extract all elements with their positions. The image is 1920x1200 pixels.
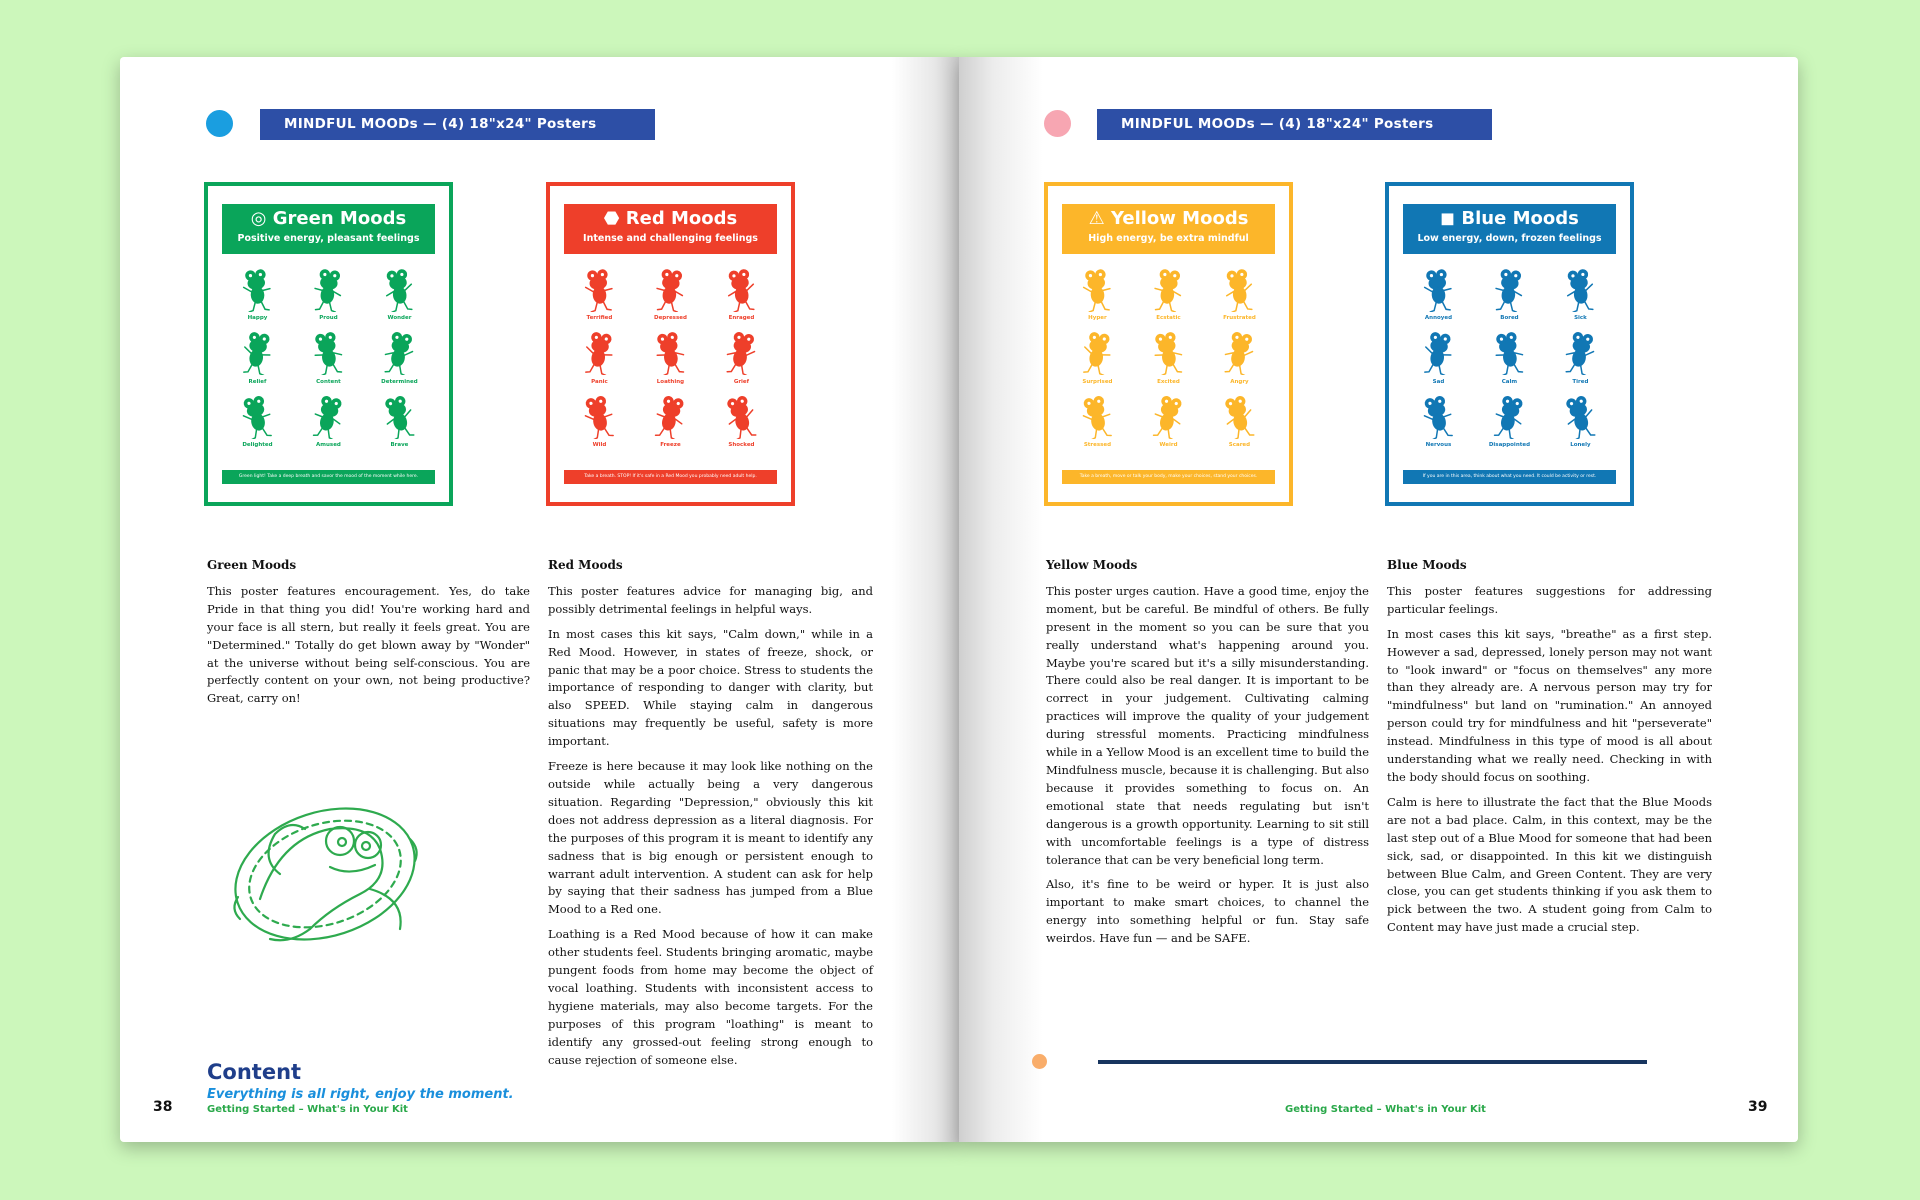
mood-label: Wild (592, 441, 607, 448)
blocks-icon: ◼ (1440, 208, 1462, 229)
mood-cell (1133, 391, 1204, 454)
mood-label: Nervous (1425, 441, 1452, 448)
paragraph: This poster features encouragement. Yes, do take Pride in that thing you did! You're working hard and your face is all stern, but really it feels great. You are "Determined." Totally do get blown away by "Wonder" at the universe without being self-conscious. You are perfectly content on your own, not being productive? Great, carry on! (207, 583, 530, 706)
paragraph: This poster features suggestions for addressing particular feelings. (1387, 583, 1712, 616)
green-moods-poster (204, 182, 453, 506)
frog-figure-icon (1492, 268, 1526, 312)
mood-cell (635, 391, 706, 454)
mood-cell (293, 264, 364, 327)
section-heading: Yellow Moods (1046, 558, 1138, 572)
right-page (959, 57, 1798, 1142)
mood-label: Grief (733, 378, 750, 385)
mood-label: Wonder (387, 315, 412, 322)
paragraph: In most cases this kit says, "Calm down," while in a Red Mood. However, in states of freeze, shock, or panic that may be a poor choice. Stress to students the importance of responding to danger with clarity, but also SPEED. While staying calm in dangerous situations may frequently be useful, safety is more important. (548, 626, 873, 749)
mood-label: Enraged (728, 315, 755, 322)
mood-cell (1474, 391, 1545, 454)
red-moods-poster (546, 182, 795, 506)
mood-cell (1545, 264, 1616, 327)
poster-title: Blue Moods (1461, 208, 1579, 229)
mood-cell (706, 264, 777, 327)
mood-label: Sad (1432, 378, 1445, 385)
mood-cell (1545, 327, 1616, 390)
mood-cell (635, 264, 706, 327)
poster-title: Green Moods (272, 208, 407, 229)
mood-cell (364, 391, 435, 454)
frog-figure-icon (582, 331, 616, 375)
mood-cell (1204, 327, 1275, 390)
mood-label: Sick (1574, 315, 1587, 322)
frog-figure-icon (724, 268, 758, 312)
page-number: 38 (153, 1099, 173, 1115)
frog-figure-icon (311, 395, 345, 439)
mood-cell (1204, 264, 1275, 327)
mood-label: Amused (316, 441, 341, 448)
mood-cell (293, 391, 364, 454)
mood-cell (706, 327, 777, 390)
mood-label: Bored (1500, 315, 1519, 322)
poster-footer: Take a breath. STOP! If it's safe in a Red Mood you probably need adult help. (564, 470, 777, 484)
mood-label: Proud (319, 315, 338, 322)
frog-figure-icon (1080, 395, 1114, 439)
mood-cell (1545, 391, 1616, 454)
poster-subtitle: Intense and challenging feelings (583, 233, 758, 244)
left-page (120, 57, 959, 1142)
red-moods-text (548, 557, 873, 1076)
mood-label: Depressed (654, 315, 687, 322)
section-heading: Green Moods (207, 558, 297, 572)
poster-subtitle: Positive energy, pleasant feelings (237, 233, 420, 244)
mood-cell (364, 264, 435, 327)
mood-label: Panic (591, 378, 608, 385)
mood-cell (706, 391, 777, 454)
mood-cell (1133, 327, 1204, 390)
mood-label: Brave (390, 441, 409, 448)
frog-figure-icon (382, 395, 416, 439)
mood-cell (564, 264, 635, 327)
mood-label: Delighted (242, 441, 273, 448)
mood-cell (1474, 264, 1545, 327)
paragraph: This poster features advice for managing big, and possibly detrimental feelings in helpful ways. (548, 583, 873, 616)
poster-title: Yellow Moods (1110, 208, 1249, 229)
mood-cell (1403, 391, 1474, 454)
frog-figure-icon (1080, 331, 1114, 375)
poster-title: Red Moods (625, 208, 738, 229)
orange-dot (1032, 1054, 1047, 1069)
frog-figure-icon (1421, 268, 1455, 312)
frog-figure-icon (1421, 331, 1455, 375)
blue-moods-poster (1385, 182, 1634, 506)
page-footer: Getting Started – What's in Your Kit (1285, 1104, 1486, 1115)
frog-figure-icon (311, 268, 345, 312)
mood-cell (1133, 264, 1204, 327)
mood-label: Terrified (586, 315, 613, 322)
blue-dot (206, 110, 233, 137)
mood-label: Stressed (1083, 441, 1112, 448)
illustration-subtitle: Everything is all right, enjoy the moment. (207, 1087, 514, 1102)
mood-label: Surprised (1082, 378, 1113, 385)
frog-figure-icon (653, 268, 687, 312)
mood-label: Freeze (660, 441, 681, 448)
frog-figure-icon (582, 268, 616, 312)
mood-label: Hyper (1088, 315, 1107, 322)
section-heading: Blue Moods (1387, 558, 1467, 572)
stop-sign-icon: ⬣ (603, 208, 626, 229)
frog-figure-icon (240, 395, 274, 439)
page-number: 39 (1748, 1099, 1768, 1115)
right-page-header: MINDFUL MOODs — (4) 18"x24" Posters (1097, 109, 1492, 140)
frog-figure-icon (382, 268, 416, 312)
paragraph: Loathing is a Red Mood because of how it can make other students feel. Students bringing aromatic, maybe pungent foods from home may become the object of vocal loathing. Students with inconsistent access to hygiene materials, may also become targets. For the purposes of this program "loathing" is meant to identify any grossed-out feeling strong enough to cause rejection of someone else. (548, 927, 873, 1067)
poster-footer: Take a breath, move or talk your body, make your choices, stand your choices. (1062, 470, 1275, 484)
paragraph: In most cases this kit says, "breathe" as a first step. However a sad, depressed, lonely person may not want to "look inward" or "focus on themselves" any more than they already are. A nervous person may try for "mindfulness" but land on "rumination." An annoyed person could try for mindfulness and hit "perseverate" instead. Mindfulness in this type of mood is all about understanding what we really need. Checking in with the body should focus on soothing. (1387, 626, 1712, 784)
yellow-moods-poster (1044, 182, 1293, 506)
frog-figure-icon (653, 395, 687, 439)
mood-label: Excited (1157, 378, 1180, 385)
mood-grid (1403, 264, 1616, 454)
mood-label: Scared (1228, 441, 1251, 448)
mood-label: Ecstatic (1156, 315, 1181, 322)
frog-figure-icon (1222, 331, 1256, 375)
mood-grid (1062, 264, 1275, 454)
mood-cell (293, 327, 364, 390)
circle-grid-icon: ◎ (250, 208, 273, 229)
mood-cell (222, 391, 293, 454)
frog-figure-icon (1492, 331, 1526, 375)
frog-figure-icon (582, 395, 616, 439)
mood-cell (564, 327, 635, 390)
left-page-header: MINDFUL MOODs — (4) 18"x24" Posters (260, 109, 655, 140)
poster-banner (1403, 204, 1616, 254)
page-footer: Getting Started – What's in Your Kit (207, 1104, 408, 1115)
illustration-title: Content (207, 1060, 302, 1084)
frog-figure-icon (1563, 331, 1597, 375)
mood-label: Annoyed (1424, 315, 1453, 322)
frog-figure-icon (1151, 268, 1185, 312)
warning-triangle-icon: ⚠ (1088, 208, 1111, 229)
paragraph: Also, it's fine to be weird or hyper. It is just also important to make smart choices, to channel the energy into something helpful or fun. Stay safe weirdos. Have fun — and be SAFE. (1046, 877, 1369, 946)
frog-figure-icon (1563, 268, 1597, 312)
mood-label: Shocked (728, 441, 755, 448)
mood-label: Relief (248, 378, 267, 385)
mood-cell (1204, 391, 1275, 454)
mood-label: Loathing (656, 378, 685, 385)
mood-cell (1403, 264, 1474, 327)
mood-label: Determined (381, 378, 418, 385)
open-book (120, 57, 1798, 1142)
mood-grid (564, 264, 777, 454)
frog-figure-icon (1222, 395, 1256, 439)
poster-subtitle: High energy, be extra mindful (1088, 233, 1249, 244)
poster-subtitle: Low energy, down, frozen feelings (1417, 233, 1602, 244)
mood-cell (364, 327, 435, 390)
frog-figure-icon (382, 331, 416, 375)
section-heading: Red Moods (548, 558, 623, 572)
paragraph: This poster urges caution. Have a good time, enjoy the moment, but be careful. Be mindful of others. Be fully present in the moment so you can be sure that you really understand what's happening around you. Maybe you're scared but it's a silly misunderstanding. There could also be real danger. It is important to be correct in your judgement. Cultivating calming practices will improve the quality of your judgement during stressful moments. Practicing mindfulness while in a Yellow Mood is an excellent time to build the Mindfulness muscle, because it is challenging. But also because it provides something to focus on. An emotional state that needs regulating but isn't dangerous is a growth opportunity. Learning to sit still with uncomfortable feelings is a type of distress tolerance that can be very beneficial long term. (1046, 583, 1369, 867)
frog-figure-icon (724, 395, 758, 439)
mood-label: Disappointed (1488, 441, 1531, 448)
mood-label: Tired (1572, 378, 1589, 385)
frog-figure-icon (724, 331, 758, 375)
mood-cell (222, 264, 293, 327)
mood-label: Content (316, 378, 341, 385)
frog-figure-icon (1151, 395, 1185, 439)
pink-dot (1044, 110, 1071, 137)
poster-banner (564, 204, 777, 254)
frog-figure-icon (311, 331, 345, 375)
frog-figure-icon (1080, 268, 1114, 312)
mood-cell (1062, 327, 1133, 390)
frog-figure-icon (1563, 395, 1597, 439)
mood-grid (222, 264, 435, 454)
content-frog-illustration (220, 779, 430, 959)
frog-figure-icon (1421, 395, 1455, 439)
paragraph: Calm is here to illustrate the fact that the Blue Moods are not a bad place. Calm, in this context, may be the last step out of a Blue Mood for someone that had been sick, sad, or disappointed. In this kit we distinguish between Blue Calm, and Green Content. They are very close, you can get students thinking if you ask them to pick between the two. A student going from Calm to Content may have just made a crucial step. (1387, 794, 1712, 935)
yellow-moods-text (1046, 557, 1369, 955)
poster-footer: If you are in this area, think about what you need. It could be activity or rest. (1403, 470, 1616, 484)
mood-cell (1474, 327, 1545, 390)
mood-cell (1403, 327, 1474, 390)
mood-label: Calm (1501, 378, 1518, 385)
poster-footer: Green light! Take a deep breath and savor the mood of the moment while here. (222, 470, 435, 484)
blue-moods-text (1387, 557, 1712, 944)
frog-figure-icon (653, 331, 687, 375)
mood-cell (1062, 391, 1133, 454)
mood-cell (564, 391, 635, 454)
frog-figure-icon (1492, 395, 1526, 439)
poster-banner (222, 204, 435, 254)
frog-figure-icon (1151, 331, 1185, 375)
paragraph: Freeze is here because it may look like nothing on the outside while actually being a very dangerous situation. Regarding "Depression," obviously this kit does not address depression as a literal diagnosis. For the purposes of this program it is meant to identify any sadness that is big enough or persistent enough to warrant adult intervention. A student can ask for help by saying that their sadness has jumped from a Blue Mood to a Red one. (548, 759, 873, 917)
footer-rule (1098, 1060, 1647, 1064)
mood-label: Weird (1159, 441, 1178, 448)
mood-label: Angry (1230, 378, 1249, 385)
frog-figure-icon (240, 268, 274, 312)
mood-label: Frustrated (1223, 315, 1256, 322)
mood-cell (1062, 264, 1133, 327)
mood-label: Happy (247, 315, 268, 322)
mood-cell (222, 327, 293, 390)
mood-cell (635, 327, 706, 390)
mood-label: Lonely (1570, 441, 1591, 448)
frog-figure-icon (1222, 268, 1256, 312)
frog-figure-icon (240, 331, 274, 375)
poster-banner (1062, 204, 1275, 254)
green-moods-text (207, 557, 530, 715)
